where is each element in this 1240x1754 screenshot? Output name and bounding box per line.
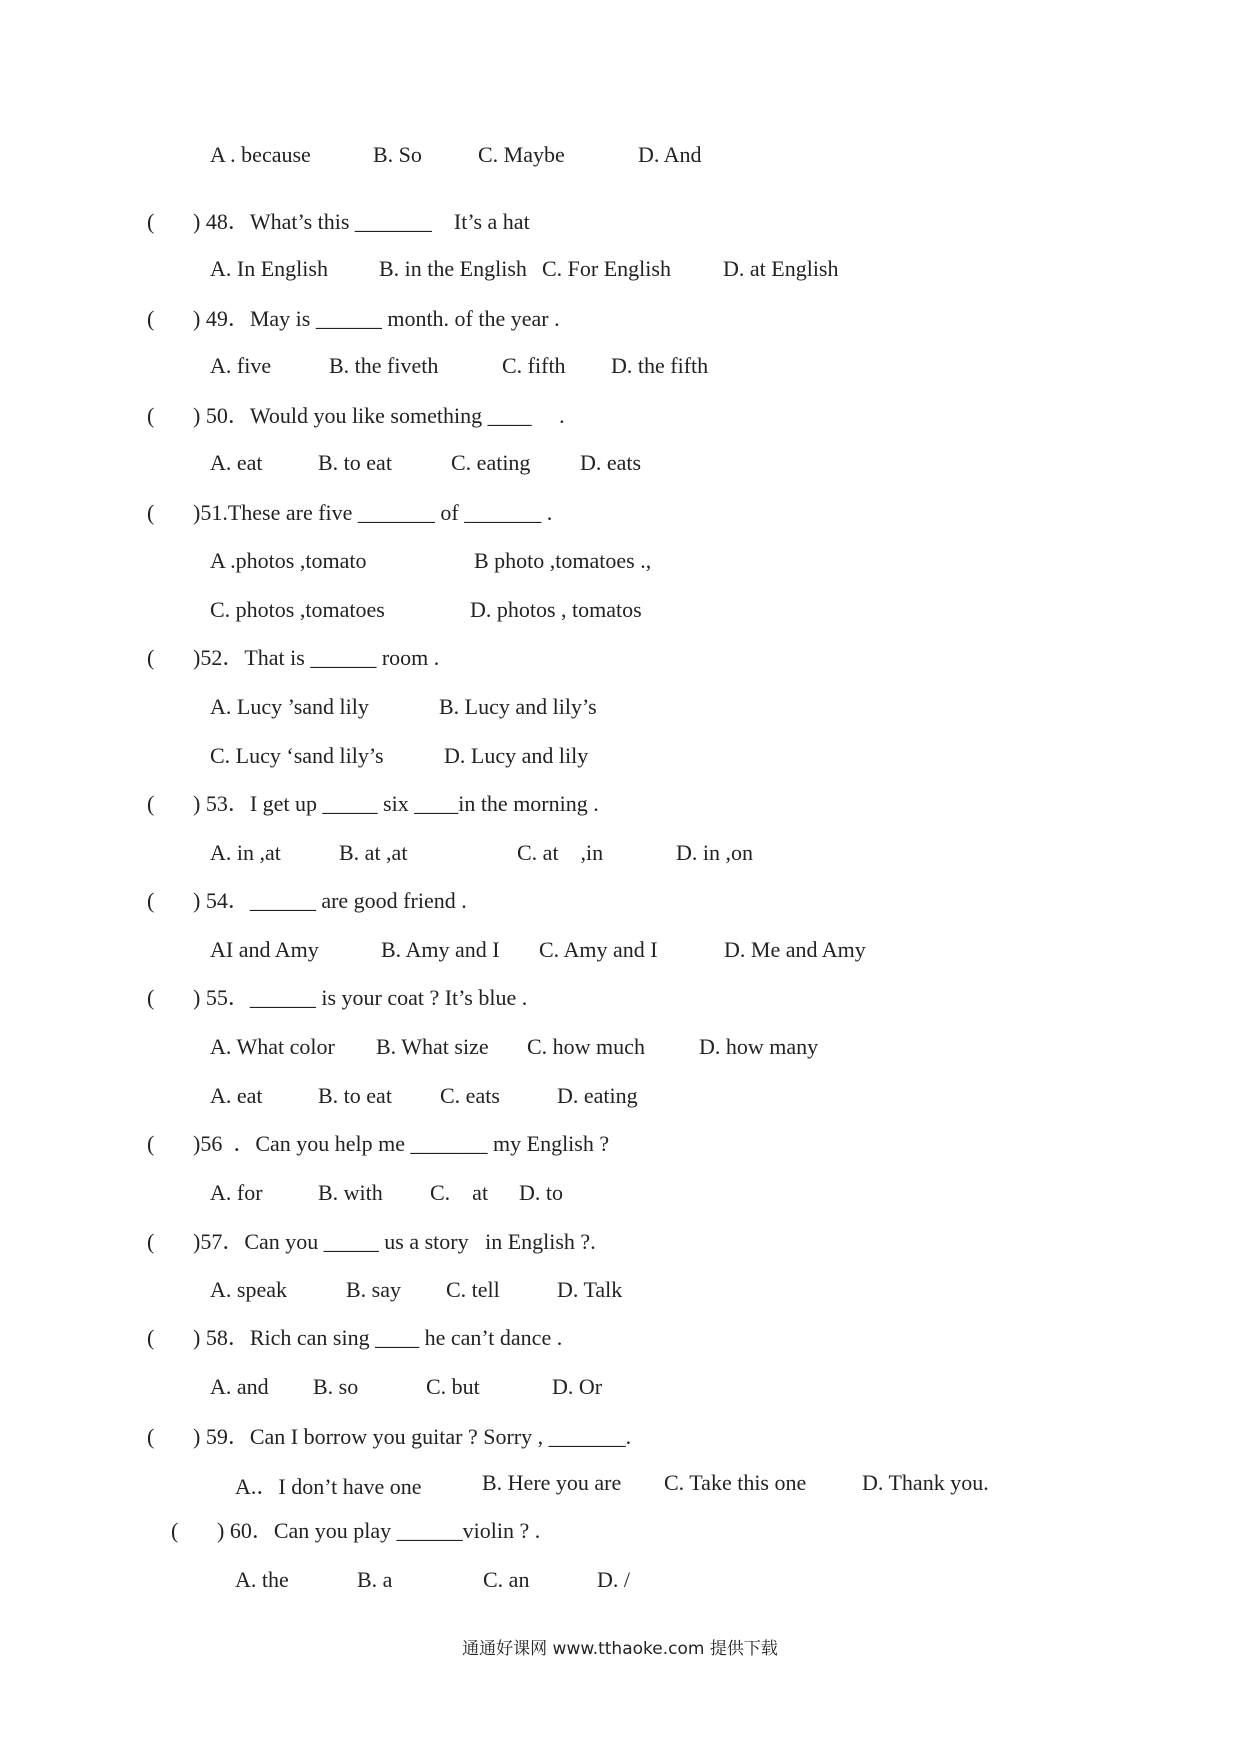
q59-option-b[interactable]: B. Here you are (482, 1470, 622, 1495)
q58-option-d[interactable]: D. Or (552, 1374, 603, 1399)
answer-paren[interactable]: ( (147, 1325, 155, 1350)
q60-option-c[interactable]: C. an (483, 1567, 530, 1592)
answer-paren[interactable]: ( (147, 209, 155, 234)
q52-option-b[interactable]: B. Lucy and lily’s (439, 694, 597, 719)
question-stem: ) 54．______ are good friend . (193, 888, 467, 913)
q58-option-a[interactable]: A. and (210, 1374, 269, 1399)
answer-paren[interactable]: ( (147, 500, 155, 525)
q47-option-a[interactable]: A . because (210, 142, 311, 167)
page-footer: 通通好课网 www.tthaoke.com 提供下载 (462, 1639, 778, 1659)
q57-option-a[interactable]: A. speak (210, 1277, 287, 1302)
q49-option-c[interactable]: C. fifth (502, 353, 566, 378)
q54-option-d[interactable]: D. Me and Amy (724, 937, 866, 962)
q55-option-b[interactable]: B. What size (376, 1034, 489, 1059)
q55-option-c[interactable]: C. how much (527, 1034, 645, 1059)
q55-option-a[interactable]: A. What color (210, 1034, 335, 1059)
q53-option-d[interactable]: D. in ,on (676, 840, 753, 865)
question-stem: )56 ．Can you help me _______ my English ? (193, 1131, 610, 1156)
q49-option-d[interactable]: D. the fifth (611, 353, 709, 378)
answer-paren[interactable]: ( (147, 645, 155, 670)
answer-paren[interactable]: ( (147, 888, 155, 913)
q47-option-d[interactable]: D. And (638, 142, 702, 167)
q51-option-d[interactable]: D. photos , tomatos (470, 597, 642, 622)
q60-option-b[interactable]: B. a (357, 1567, 393, 1592)
q54-option-b[interactable]: B. Amy and I (381, 937, 500, 962)
answer-paren[interactable]: ( (147, 791, 155, 816)
q50-option-b[interactable]: B. to eat (318, 450, 392, 475)
answer-paren[interactable]: ( (147, 1131, 155, 1156)
q57-option-d[interactable]: D. Talk (557, 1277, 623, 1302)
q59-option-d[interactable]: D. Thank you. (862, 1470, 989, 1495)
answer-paren[interactable]: ( (147, 1424, 155, 1449)
question-stem: )57．Can you _____ us a story in English ?. (193, 1229, 596, 1254)
q48-option-b[interactable]: B. in the English (379, 256, 527, 281)
question-stem: )51.These are five _______ of _______ . (193, 500, 553, 525)
q55-extra-option-c[interactable]: C. eats (440, 1083, 500, 1108)
q55-option-d[interactable]: D. how many (699, 1034, 819, 1059)
q47-option-b[interactable]: B. So (373, 142, 422, 167)
q53-option-a[interactable]: A. in ,at (210, 840, 281, 865)
q52-option-c[interactable]: C. Lucy ‘sand lily’s (210, 743, 384, 768)
question-stem: ) 48．What’s this _______ It’s a hat (193, 209, 530, 234)
question-stem: ) 59．Can I borrow you guitar ? Sorry , _______. (193, 1424, 632, 1449)
q55-extra-option-b[interactable]: B. to eat (318, 1083, 392, 1108)
q58-option-b[interactable]: B. so (313, 1374, 359, 1399)
q56-option-a[interactable]: A. for (210, 1180, 263, 1205)
question-stem: )52．That is ______ room . (193, 645, 440, 670)
answer-paren[interactable]: ( (147, 306, 155, 331)
answer-paren[interactable]: ( (147, 403, 155, 428)
q59-option-a[interactable]: A.．I don’t have one (235, 1474, 422, 1499)
q52-option-a[interactable]: A. Lucy ’sand lily (210, 694, 369, 719)
question-stem: ) 58．Rich can sing ____ he can’t dance . (193, 1325, 563, 1350)
question-stem: ) 49．May is ______ month. of the year . (193, 306, 560, 331)
q55-extra-option-d[interactable]: D. eating (557, 1083, 638, 1108)
q51-option-a[interactable]: A .photos ,tomato (210, 548, 367, 573)
q56-option-b[interactable]: B. with (318, 1180, 383, 1205)
q49-option-b[interactable]: B. the fiveth (329, 353, 439, 378)
q54-option-c[interactable]: C. Amy and I (539, 937, 658, 962)
q57-option-b[interactable]: B. say (346, 1277, 401, 1302)
q50-option-d[interactable]: D. eats (580, 450, 642, 475)
answer-paren[interactable]: ( (147, 1229, 155, 1254)
q47-option-c[interactable]: C. Maybe (478, 142, 565, 167)
q51-option-c[interactable]: C. photos ,tomatoes (210, 597, 385, 622)
question-stem: ) 50．Would you like something ____ . (193, 403, 565, 428)
q52-option-d[interactable]: D. Lucy and lily (444, 743, 589, 768)
q48-option-c[interactable]: C. For English (542, 256, 671, 281)
question-stem: ) 55．______ is your coat ? It’s blue . (193, 985, 528, 1010)
q51-option-b[interactable]: B photo ,tomatoes ., (474, 548, 652, 573)
q54-option-a[interactable]: AI and Amy (210, 937, 319, 962)
q53-option-b[interactable]: B. at ,at (339, 840, 408, 865)
q60-option-d[interactable]: D. / (597, 1567, 630, 1592)
q58-option-c[interactable]: C. but (426, 1374, 480, 1399)
question-stem: ) 60．Can you play ______violin ? . (217, 1518, 541, 1543)
q56-option-d[interactable]: D. to (519, 1180, 563, 1205)
answer-paren[interactable]: ( (147, 985, 155, 1010)
q59-option-c[interactable]: C. Take this one (664, 1470, 807, 1495)
q48-option-d[interactable]: D. at English (723, 256, 839, 281)
q50-option-a[interactable]: A. eat (210, 450, 263, 475)
q49-option-a[interactable]: A. five (210, 353, 272, 378)
q60-option-a[interactable]: A. the (235, 1567, 289, 1592)
q56-option-c[interactable]: C. at (430, 1180, 489, 1205)
q55-extra-option-a[interactable]: A. eat (210, 1083, 263, 1108)
question-stem: ) 53．I get up _____ six ____in the morning . (193, 791, 599, 816)
q50-option-c[interactable]: C. eating (451, 450, 531, 475)
q57-option-c[interactable]: C. tell (446, 1277, 500, 1302)
q48-option-a[interactable]: A. In English (210, 256, 328, 281)
q53-option-c[interactable]: C. at ,in (517, 840, 604, 865)
answer-paren[interactable]: ( (171, 1518, 179, 1543)
